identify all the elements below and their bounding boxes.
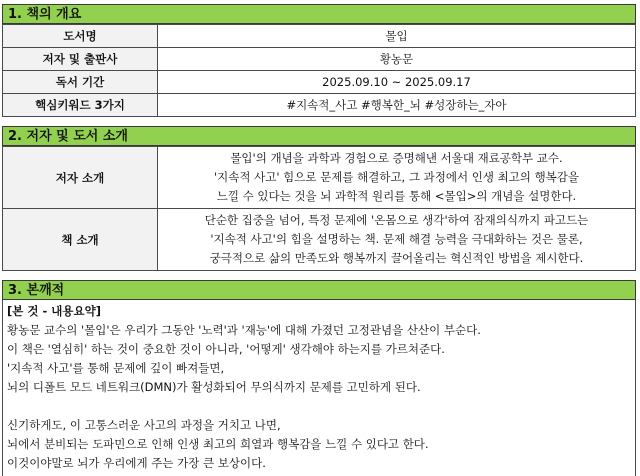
table-row	[3, 71, 636, 94]
summary-line: '지속적 사고'를 통해 문제에 깊이 빠져들면,	[7, 361, 225, 375]
intro-table	[2, 146, 636, 271]
book-intro-line: 궁극적으로 삶의 만족도와 행복까지 끌어올리는 혁신적인 방법을 제시한다.	[209, 251, 584, 265]
overview-table	[2, 24, 636, 117]
author-publisher-label: 저자 및 출판사	[3, 48, 158, 71]
book-intro-label: 책 소개	[3, 209, 158, 271]
section1-header: 1. 책의 개요	[2, 4, 636, 24]
table-row	[3, 209, 636, 271]
paragraph-gap	[7, 397, 631, 416]
summary-line: 신기하게도, 이 고통스러운 사고의 과정을 거치고 나면,	[7, 418, 281, 432]
author-intro-line: 몰입'의 개념을 과학과 경험으로 증명해낸 서울대 재료공학부 교수.	[230, 151, 563, 165]
author-intro-line: '지속적 사고' 힘으로 문제를 해결하고, 그 과정에서 인생 최고의 행복감을	[213, 170, 580, 184]
section2-header: 2. 저자 및 도서 소개	[2, 126, 636, 146]
summary-box	[2, 300, 636, 476]
author-intro-text	[158, 147, 636, 209]
table-row	[3, 25, 636, 48]
table-row	[3, 48, 636, 71]
author-publisher-value: 황농문	[158, 48, 636, 71]
summary-line: 뇌의 디폴트 모드 네트워크(DMN)가 활성화되어 무의식까지 문제를 고민하게 된다.	[7, 380, 421, 394]
book-intro-text	[158, 209, 636, 271]
title-value: 몰입	[158, 25, 636, 48]
table-row	[3, 94, 636, 117]
section3-header: 3. 본깨적	[2, 280, 636, 300]
summary-subtitle: [본 것 - 내용요약]	[7, 304, 101, 318]
summary-line: 이것이야말로 뇌가 우리에게 주는 가장 큰 보상이다.	[7, 456, 266, 470]
keywords-label: 핵심키워드 3가지	[3, 94, 158, 117]
keywords-value: #지속적_사고 #행복한_뇌 #성장하는_자아	[158, 94, 636, 117]
book-intro-line: 단순한 집중을 넘어, 특정 문제에 '온몸으로 생각'하여 잠재의식까지 파고드는	[204, 213, 589, 227]
summary-line: 황농문 교수의 '몰입'은 우리가 그동안 '노력'과 '재능'에 대해 가졌던 고정관념을 산산이 부순다.	[7, 323, 481, 337]
author-intro-label: 저자 소개	[3, 147, 158, 209]
table-row	[3, 147, 636, 209]
summary-line: 이 책은 '열심히' 하는 것이 중요한 것이 아니라, '어떻게' 생각해야 하는지를 가르쳐준다.	[7, 342, 445, 356]
reading-period-value: 2025.09.10 ~ 2025.09.17	[158, 71, 636, 94]
title-label: 도서명	[3, 25, 158, 48]
book-intro-line: '지속적 사고'의 힘을 설명하는 책. 문제 해결 능력을 극대화하는 것은 물론,	[210, 232, 583, 246]
author-intro-line: 느낄 수 있다는 것을 뇌 과학적 원리를 통해 <몰입>의 개념을 설명한다.	[216, 189, 577, 203]
reading-period-label: 독서 기간	[3, 71, 158, 94]
summary-line: 뇌에서 분비되는 도파민으로 인해 인생 최고의 희열과 행복감을 느낄 수 있다고 한다.	[7, 437, 429, 451]
